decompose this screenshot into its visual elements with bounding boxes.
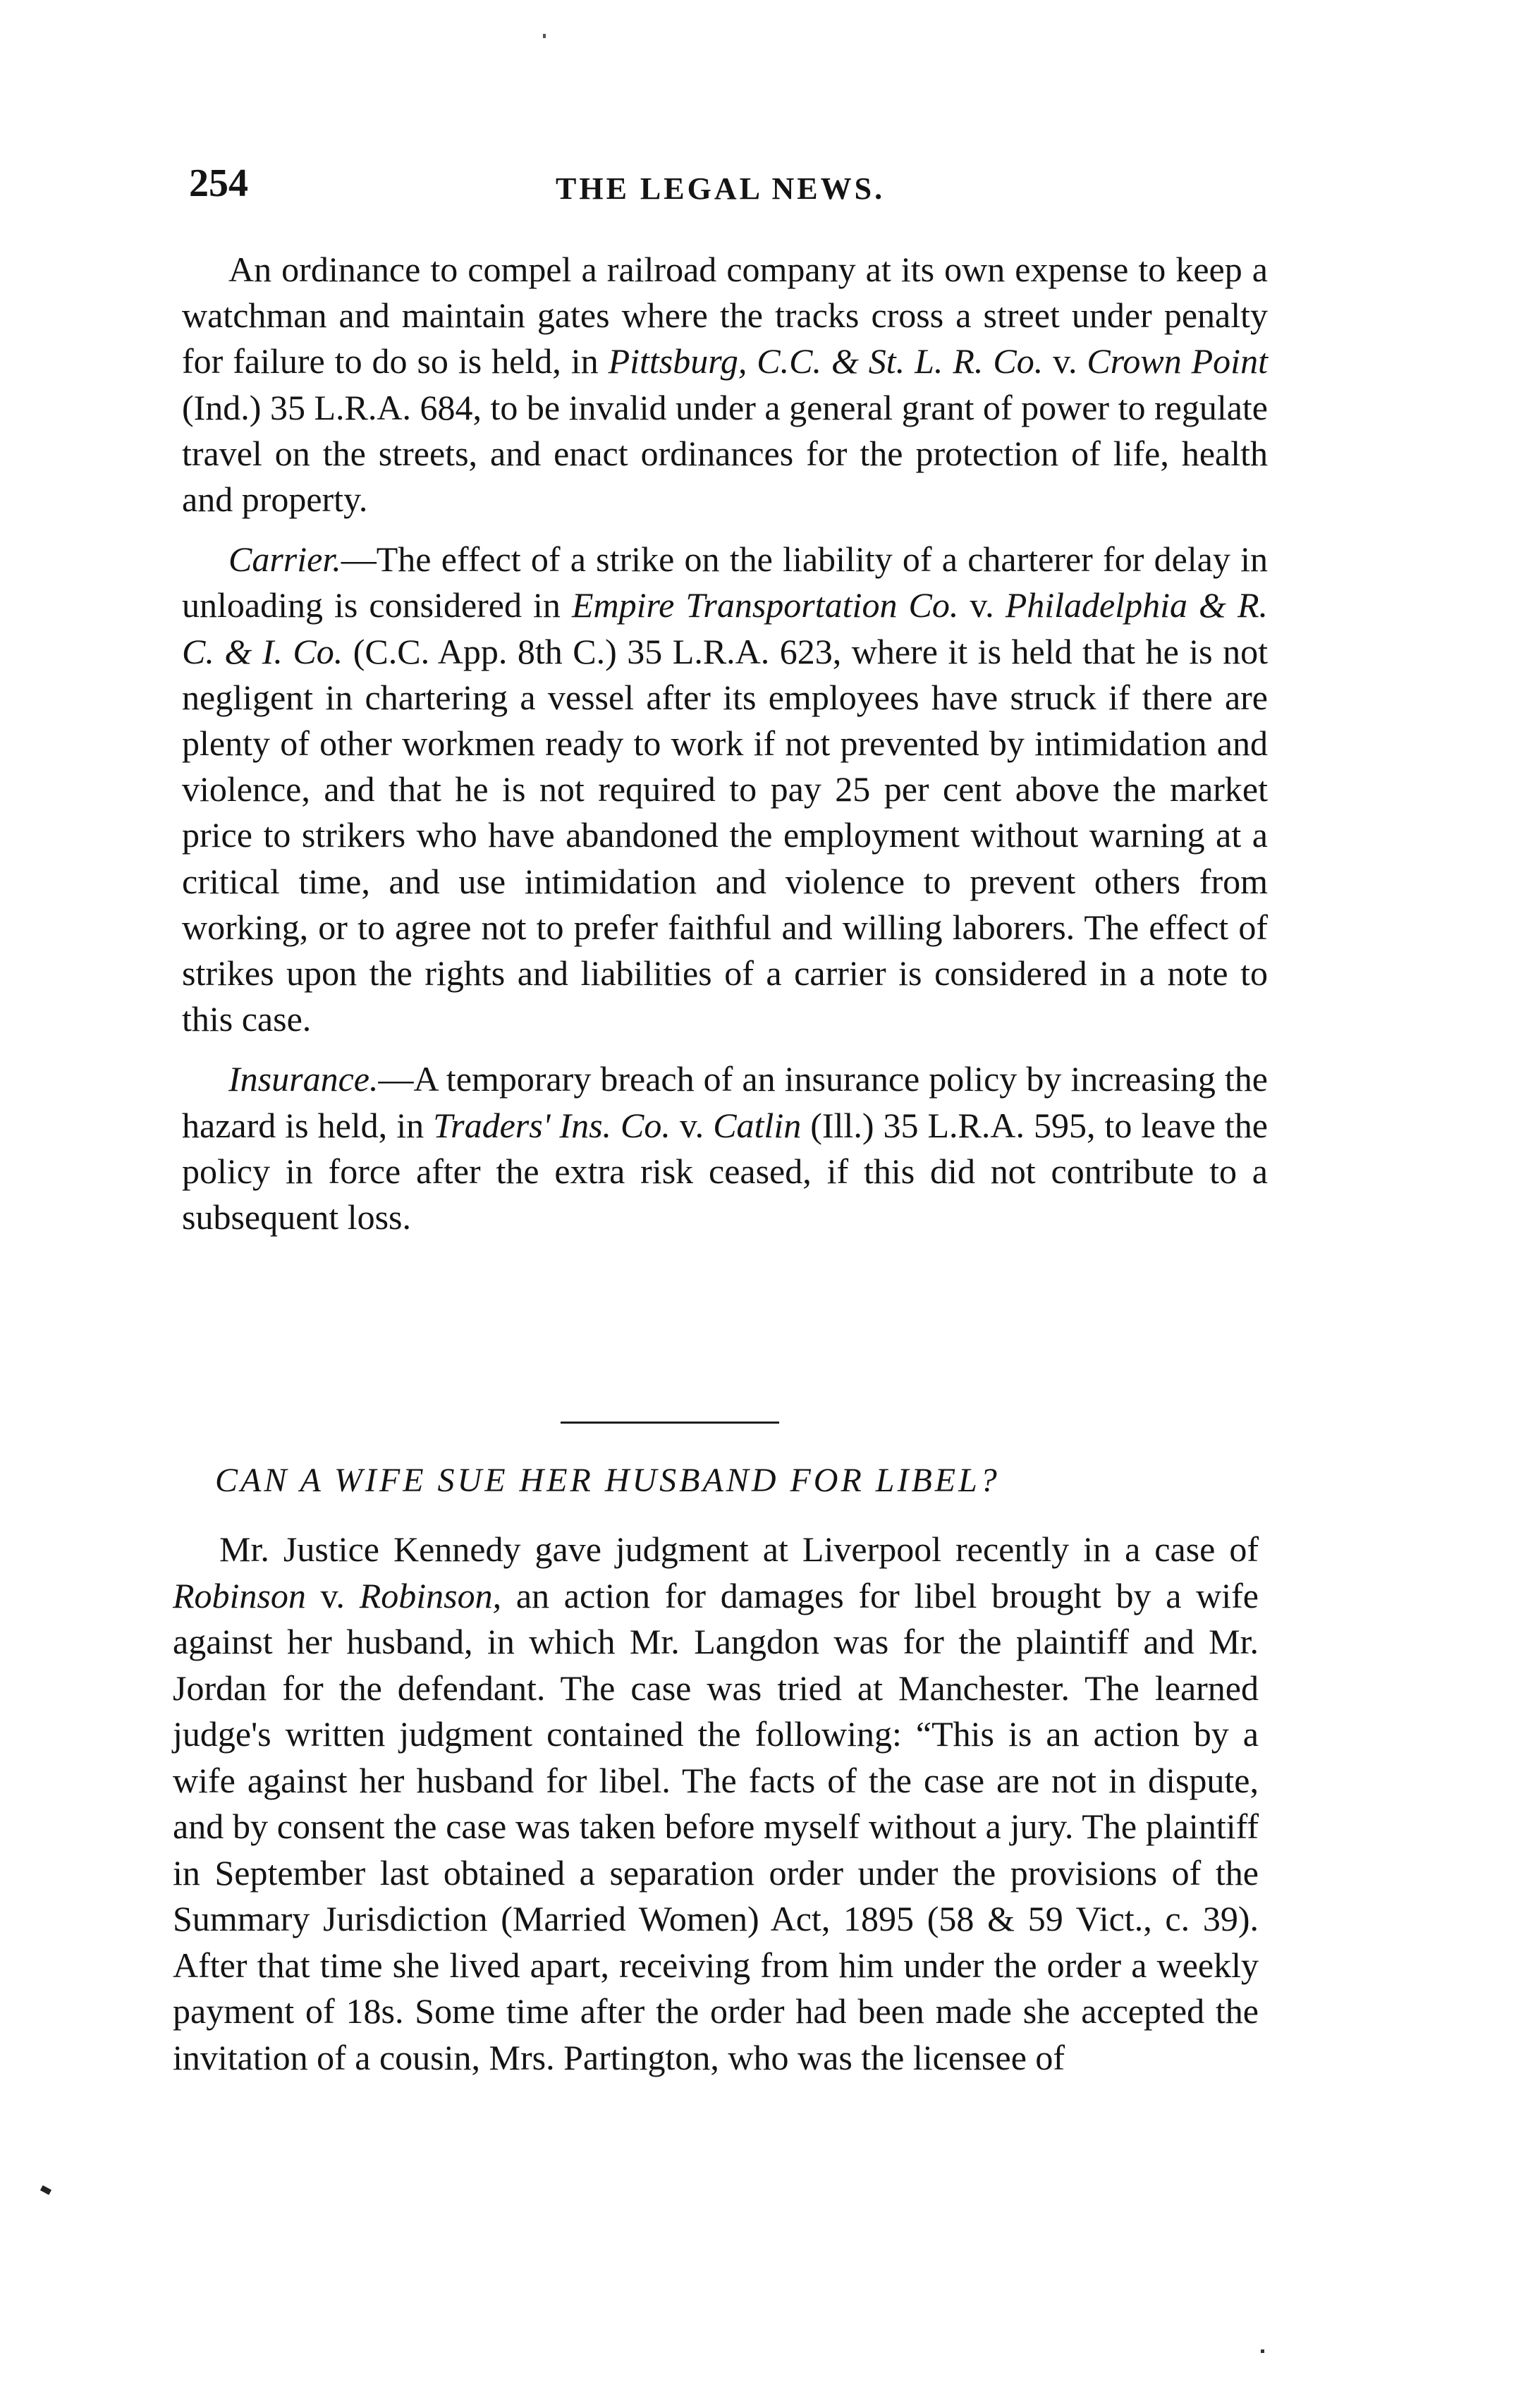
article-paragraph [173,1527,1259,2081]
case-name: Empire Transportation Co. [571,585,959,625]
case-versus: v. [670,1105,714,1145]
paragraph-text: —The effect of a strike on the liability of a charterer for delay in unloading is considered in [182,539,1268,625]
case-name: Traders' Ins. Co. [433,1105,671,1145]
case-name: Catlin [713,1105,802,1145]
case-name: Philadelphia & R. C. & I. Co. [182,585,1269,671]
case-name: Pittsburg, C.C. & St. L. R. Co. [608,341,1044,381]
case-versus: v. [958,585,1006,625]
paragraph-text: an action for damages for libel brought by a wife against her husband, in which Mr. Langdon was for the plaintiff and Mr. Jordan for the defendant. The case was tried at Manchester. The learned judge's written judgment contained the following: “This is an action by a wife against her husband for libel. The facts of the case are not in dispute, and by consent the case was taken before myself without a jury. The plaintiff in September last obtained a separation order under the provisions of the Summary Jurisdiction (Married Women) Act, 1895 (58 & 59 Vict., c. 39). After that time she lived apart, receiving from him under the order a weekly payment of 18s. Some time after the order had been made she accepted the invitation of a cousin, Mrs. Partington, who was the licensee of [173,1575,1259,2077]
paragraph-carrier [182,537,1268,1042]
paragraph-text: —A temporary breach of an insurance policy by increasing the hazard is held, in [182,1059,1268,1145]
topic-heading: Insurance. [228,1059,379,1099]
paragraph-text: An ordinance to compel a railroad company at its own expense to keep a watchman and maintain gates where the tracks cross a street under penalty for failure to do so is held, in [182,250,1268,381]
running-head: THE LEGAL NEWS. [556,171,886,206]
case-name: Crown Point [1087,341,1268,381]
paragraph-text: (C.C. App. 8th C.) 35 L.R.A. 623, where it is held that he is not negligent in chartering a vessel after its employees have struck if there are plenty of other workmen ready to work if not prevented by intimidation and violence, and that he is not required to pay 25 per cent above the market price to strikers who have abandoned the employment without warning at a critical time, and use intimidation and violence to prevent others from working, or to agree not to prefer faithful and willing laborers. The effect of strikes upon the rights and liabilities of a carrier is considered in a note to this case. [182,631,1268,1039]
page-header [189,161,1268,224]
scan-speck [1261,2349,1264,2353]
paragraph-text: Mr. Justice Kennedy gave judgment at Liverpool recently in a case of [219,1529,1259,1569]
scan-speck [40,2185,51,2195]
case-versus: v. [305,1575,360,1615]
article-body [173,1527,1259,2081]
paragraph-insurance [182,1056,1268,1240]
section-divider [561,1422,779,1424]
scan-speck [543,34,546,38]
article-title: CAN A WIFE SUE HER HUSBAND FOR LIBEL? [215,1462,1000,1499]
paragraph-ordinance [182,247,1268,522]
paragraph-text: (Ind.) 35 L.R.A. 684, to be invalid under a general grant of power to regulate travel on the streets, and enact ordinances for the protection of life, health and property. [182,387,1268,520]
case-name: Robinson, [359,1575,502,1615]
page-number: 254 [189,161,248,205]
case-versus: v. [1043,341,1087,381]
topic-heading: Carrier. [228,539,341,580]
case-name: Robinson [173,1575,306,1615]
paragraph-text: (Ill.) 35 L.R.A. 595, to leave the policy in force after the extra risk ceased, if this did not contribute to a subsequent loss. [182,1105,1268,1237]
notes-section [182,247,1268,1240]
